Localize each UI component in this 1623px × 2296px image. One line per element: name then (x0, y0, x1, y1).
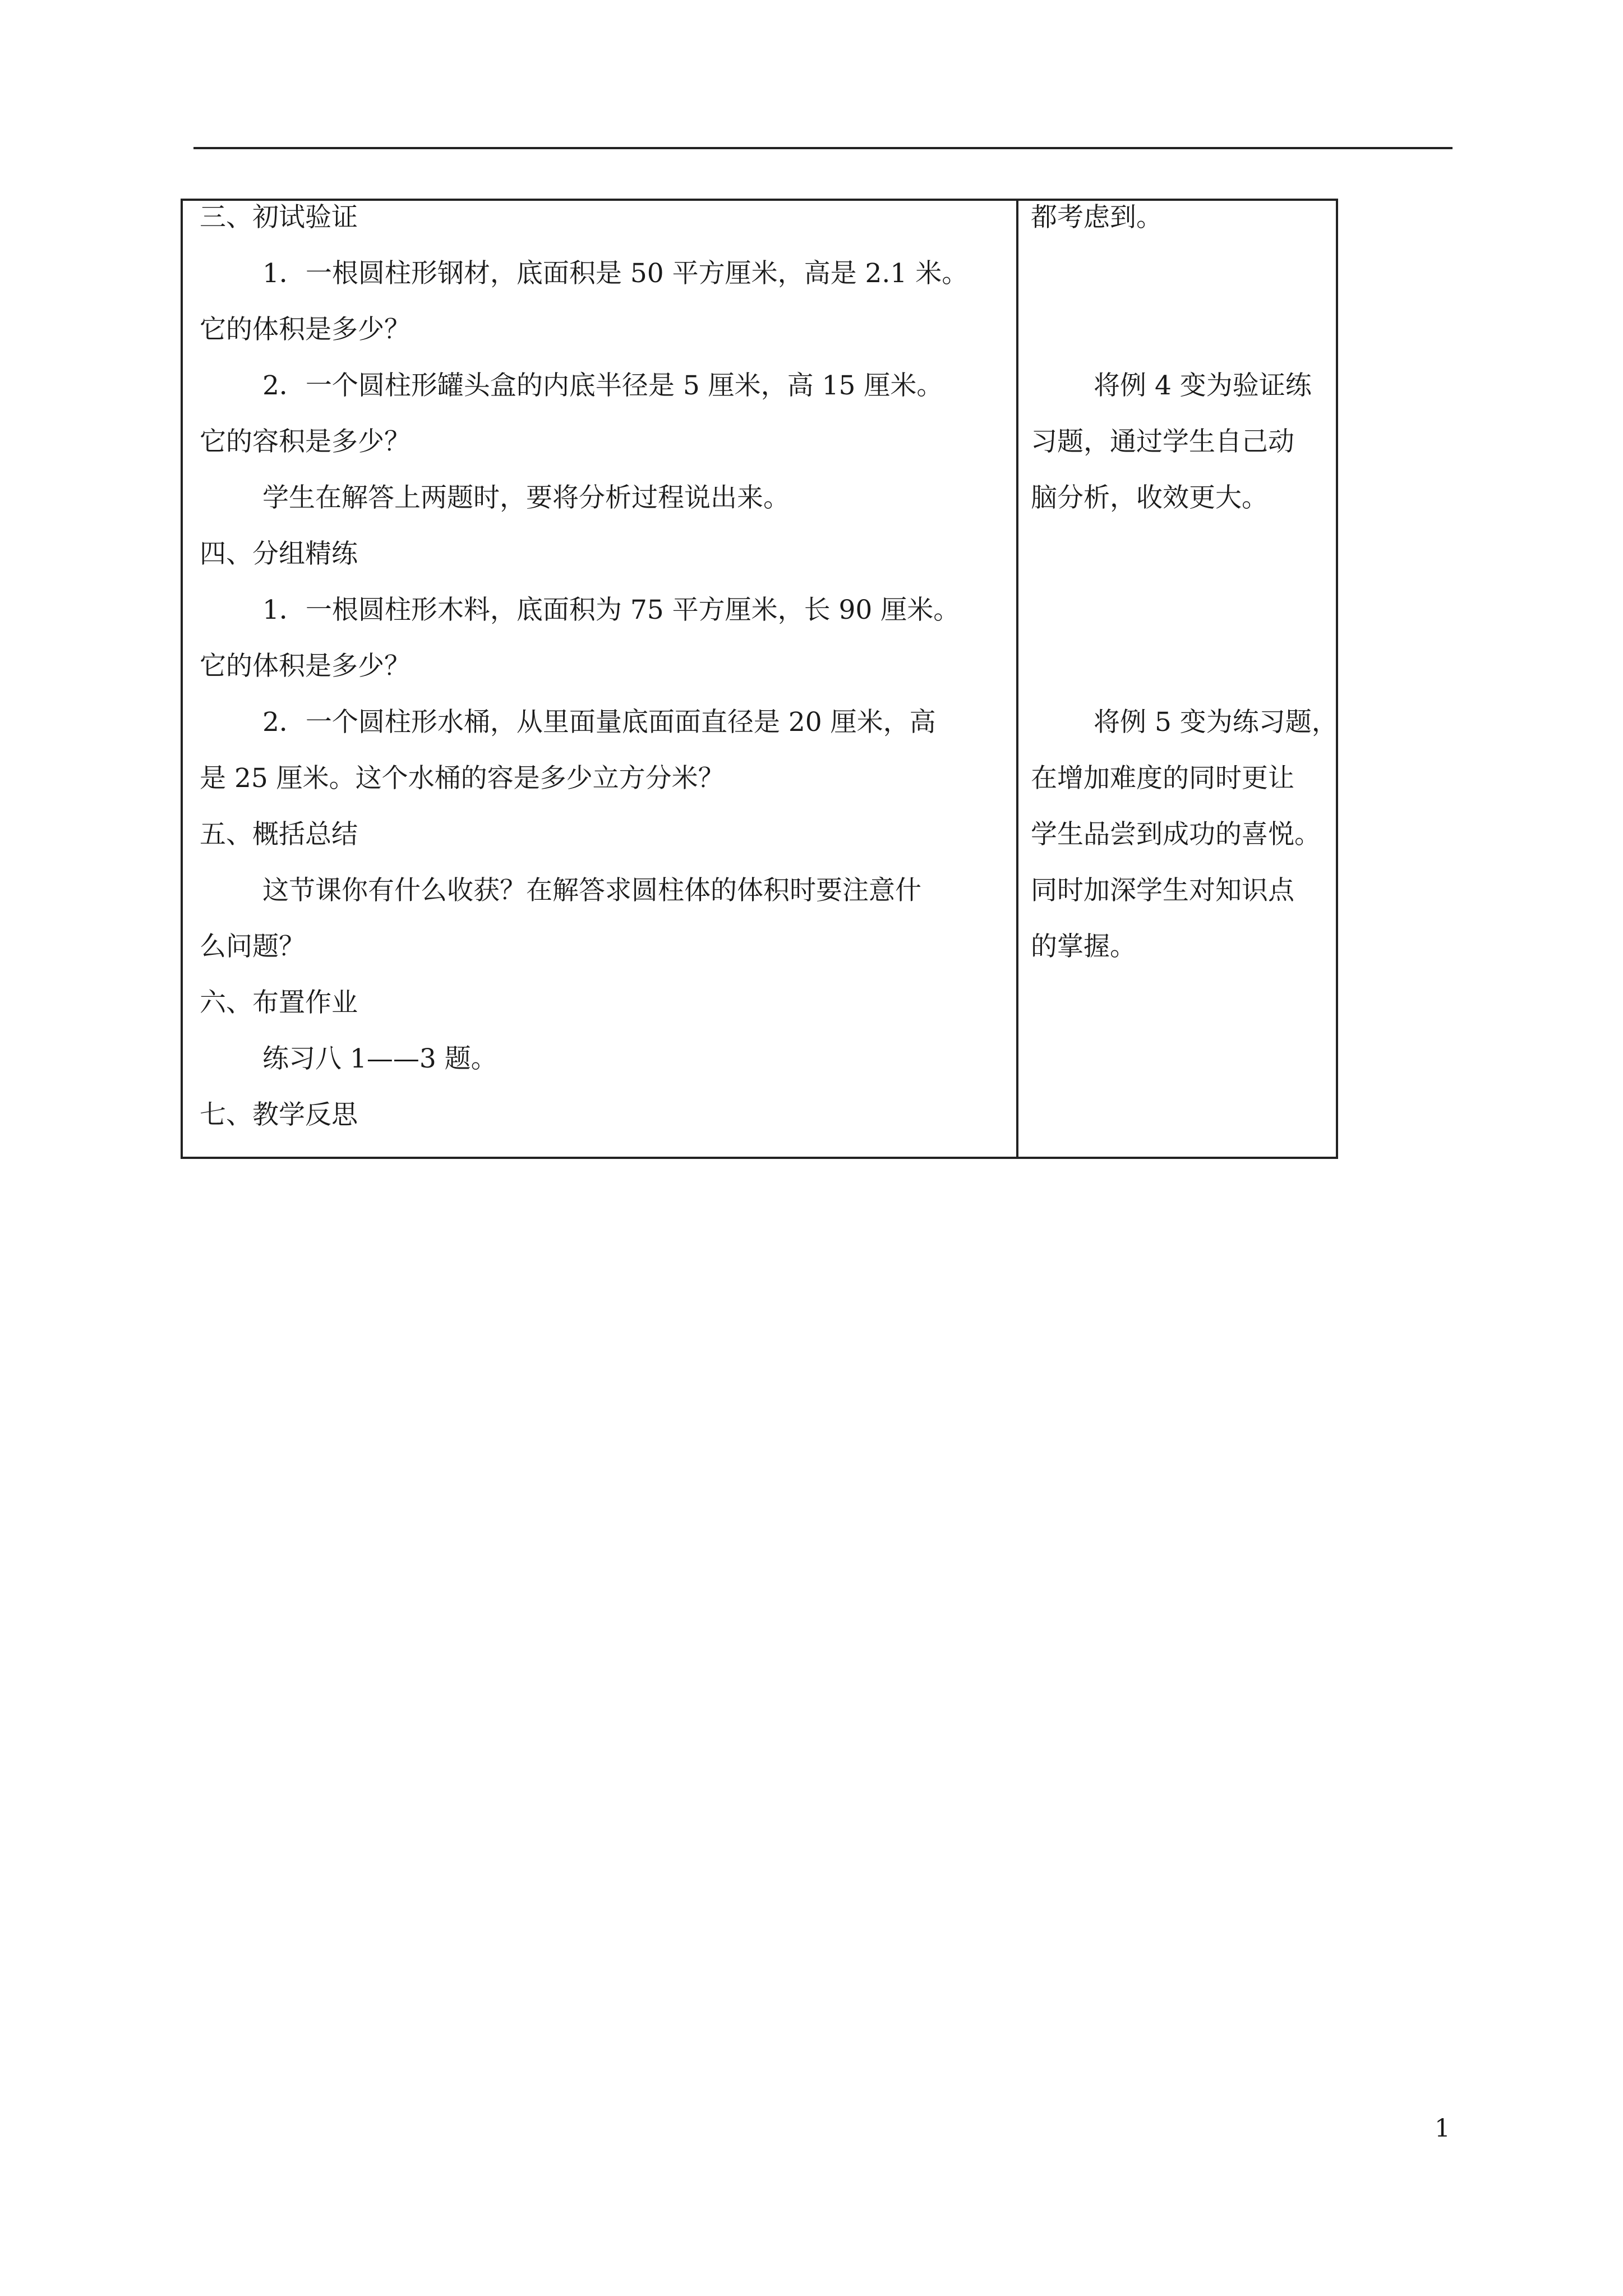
exercise-item-continuation: 是 25 厘米。这个水桶的容是多少立方分米？ (200, 763, 725, 794)
section-heading: 七、教学反思 (200, 1099, 358, 1130)
exercise-item: 1．一根圆柱形木料，底面积为 75 平方厘米，长 90 厘米。 (262, 595, 960, 625)
note-text: 的掌握。 (1031, 931, 1136, 962)
note-text: 在增加难度的同时更让 (1031, 763, 1294, 794)
column-divider (1016, 201, 1018, 1157)
note-text: 习题，通过学生自己动 (1031, 426, 1294, 457)
exercise-item-continuation: 它的容积是多少？ (200, 426, 411, 457)
exercise-item-continuation: 它的体积是多少？ (200, 651, 411, 682)
section-heading: 六、布置作业 (200, 987, 358, 1018)
lesson-plan-table (181, 199, 1338, 1159)
header-rule (193, 147, 1453, 149)
note-text: 学生品尝到成功的喜悦。 (1031, 819, 1321, 850)
section-heading: 三、初试验证 (200, 202, 358, 233)
section-heading: 五、概括总结 (200, 819, 358, 850)
instruction-text: 学生在解答上两题时，要将分析过程说出来。 (262, 482, 790, 513)
summary-text-continuation: 么问题？ (200, 931, 305, 962)
note-text: 都考虑到。 (1031, 202, 1163, 233)
section-heading: 四、分组精练 (200, 539, 358, 569)
note-text: 同时加深学生对知识点 (1031, 875, 1294, 906)
note-text: 将例 5 变为练习题， (1094, 707, 1338, 738)
exercise-item: 1．一根圆柱形钢材，底面积是 50 平方厘米，高是 2.1 米。 (262, 258, 969, 289)
summary-text: 这节课你有什么收获？在解答求圆柱体的体积时要注意什 (262, 875, 921, 906)
homework-text: 练习八 1——3 题。 (262, 1043, 497, 1074)
note-text: 脑分析，收效更大。 (1031, 482, 1268, 513)
exercise-item: 2．一个圆柱形水桶，从里面量底面面直径是 20 厘米，高 (262, 707, 936, 738)
exercise-item: 2．一个圆柱形罐头盒的内底半径是 5 厘米，高 15 厘米。 (262, 370, 943, 401)
exercise-item-continuation: 它的体积是多少？ (200, 314, 411, 345)
page-number: 1 (1435, 2114, 1450, 2143)
note-text: 将例 4 变为验证练 (1094, 370, 1312, 401)
